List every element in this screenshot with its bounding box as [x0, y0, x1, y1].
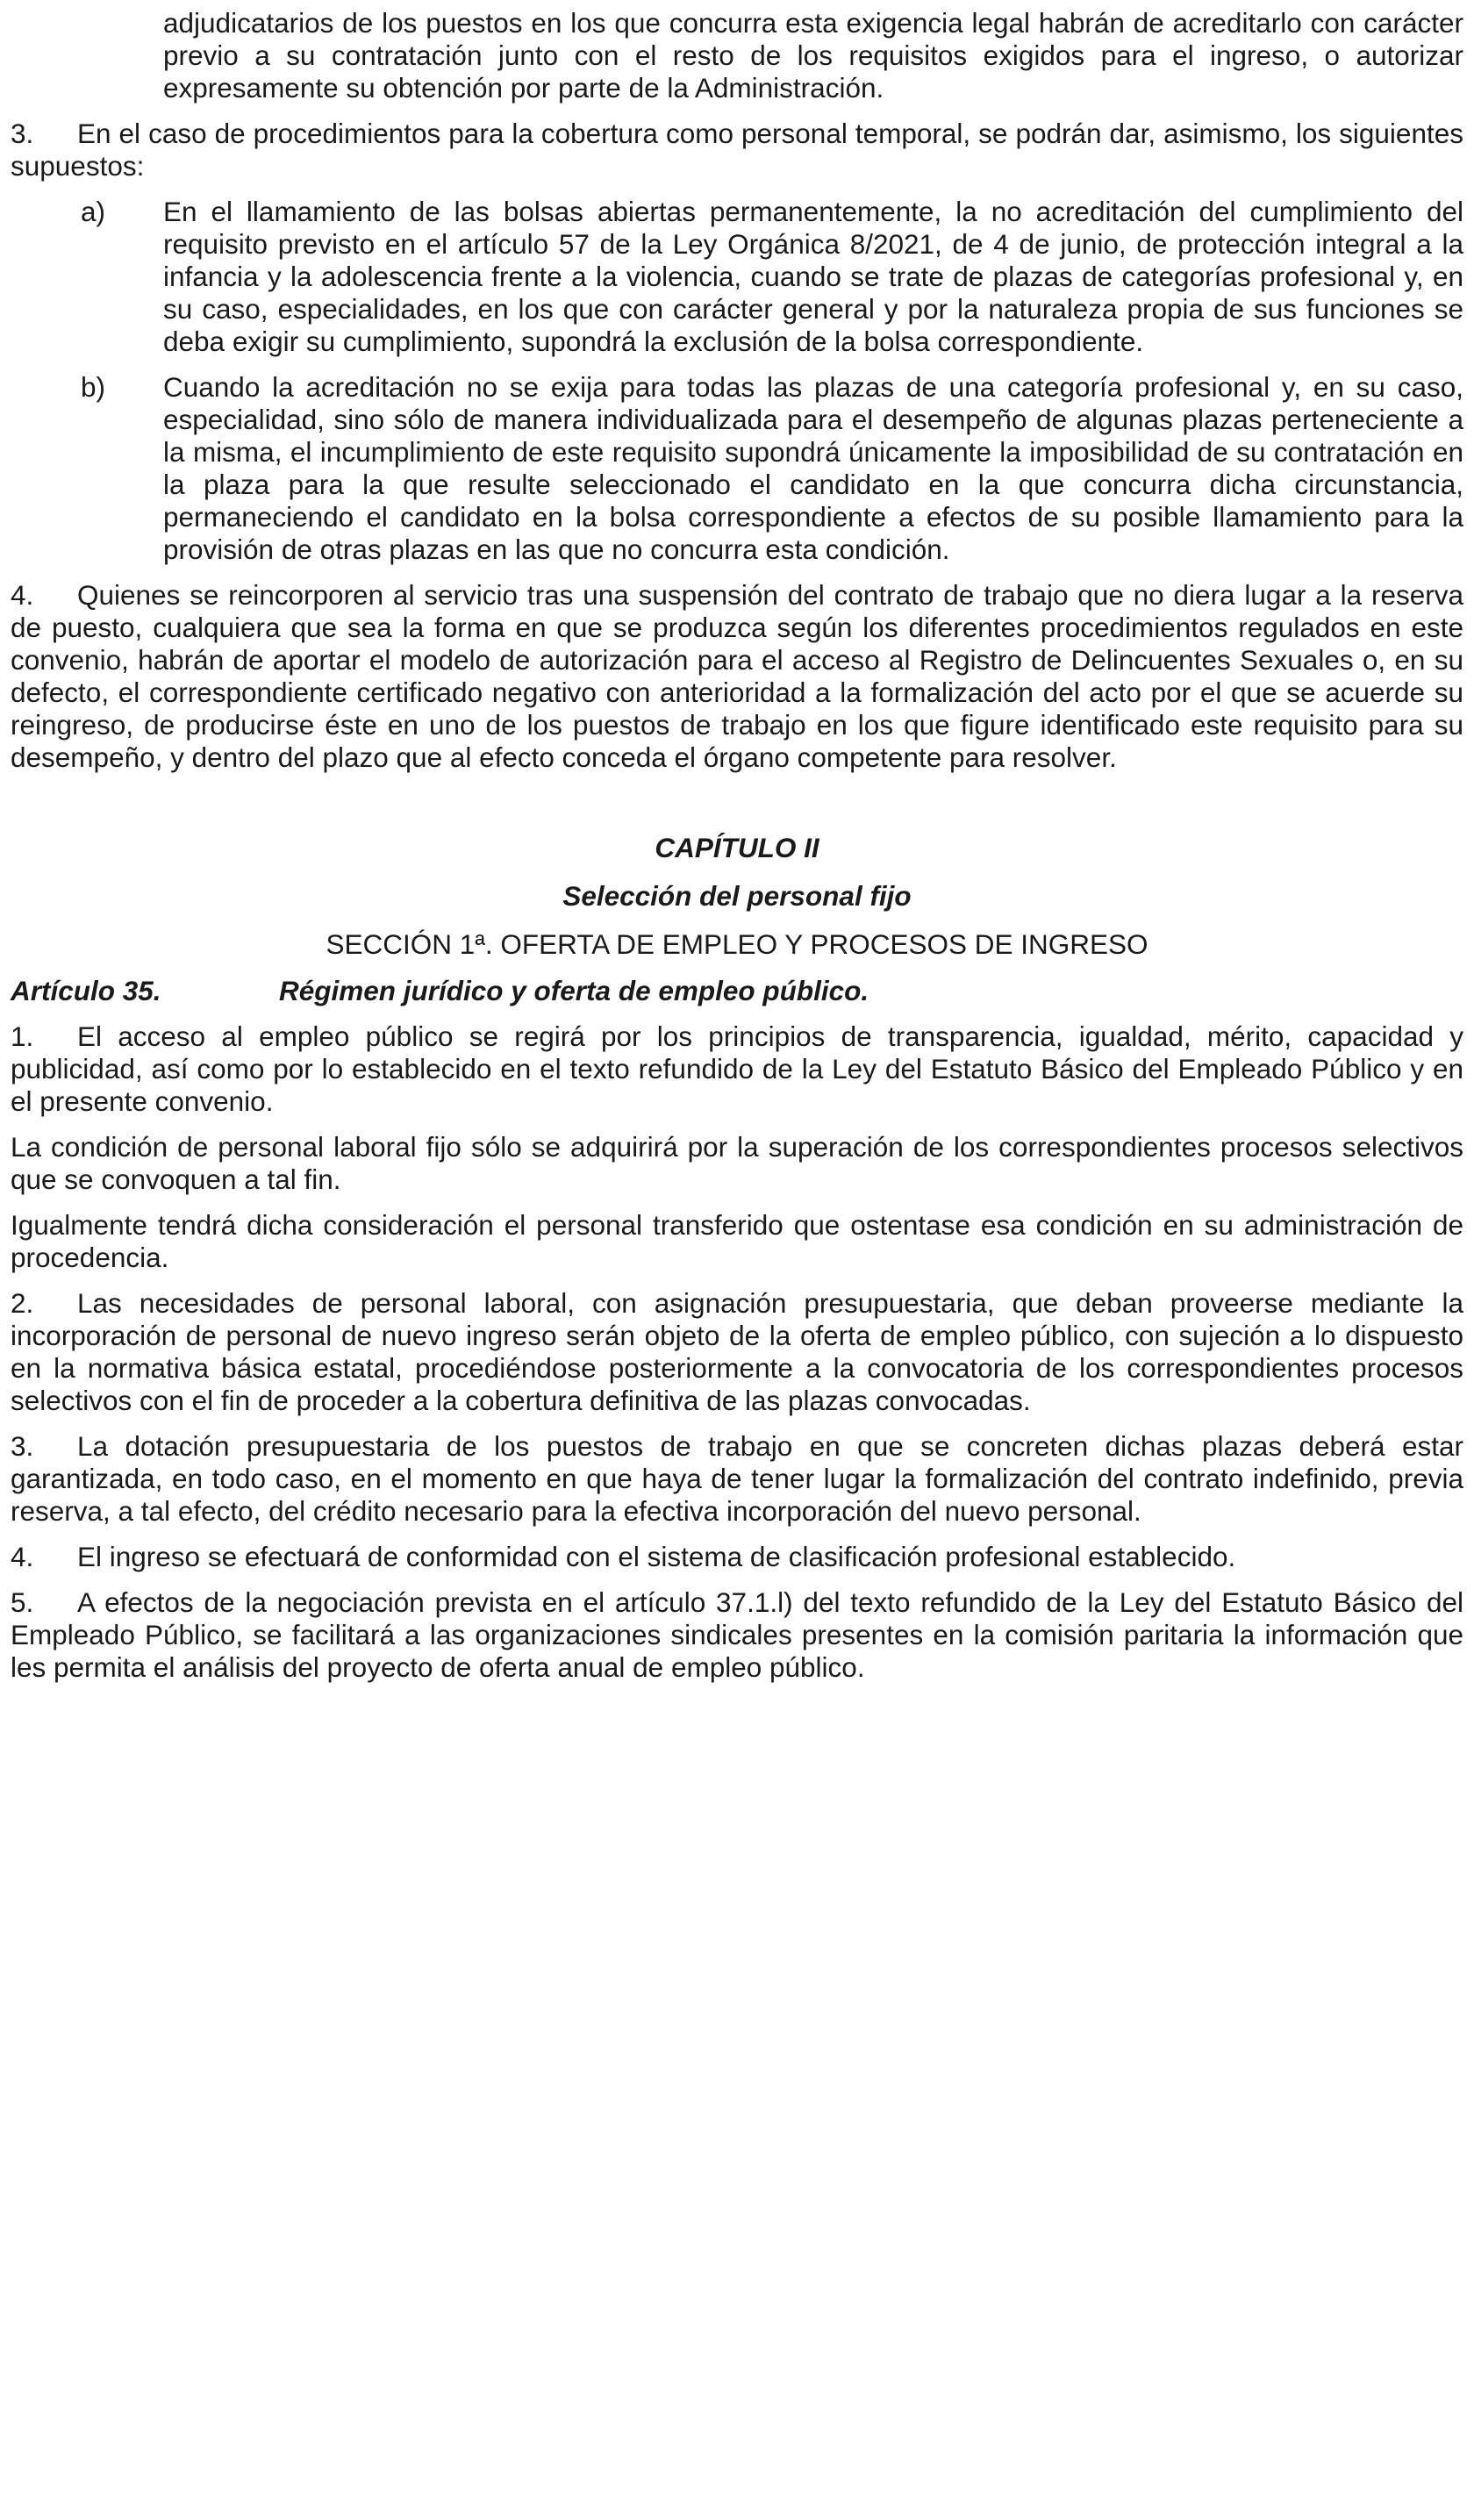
sub-item-label: a): [81, 196, 106, 227]
sub-item-b: [11, 371, 1463, 566]
paragraph-number: 3.: [11, 118, 34, 149]
article-paragraph-5: [11, 1586, 1463, 1684]
sub-item-label: b): [81, 371, 106, 403]
paragraph-number: 3.: [11, 1430, 34, 1462]
article-title: Régimen jurídico y oferta de empleo público.: [279, 975, 869, 1006]
paragraph-number: 1.: [11, 1020, 34, 1052]
article-paragraph-2: [11, 1287, 1463, 1417]
article-paragraph-4: [11, 1541, 1463, 1573]
article-number: Artículo 35.: [11, 975, 161, 1006]
paragraph-text: La dotación presupuestaria de los puestos de trabajo en que se concreten dichas plazas deberá estar garantizada, en todo caso, en el momento en que haya de tener lugar la formalización del contrato indefinido, previa reserva, a tal efecto, del crédito necesario para la efectiva incorporación del nuevo personal.: [11, 1430, 1463, 1527]
paragraph-text: El ingreso se efectuará de conformidad con el sistema de clasificación profesional establecido.: [77, 1541, 1236, 1572]
sub-item-a: [11, 196, 1463, 358]
continuation-paragraph: adjudicatarios de los puestos en los que concurra esta exigencia legal habrán de acreditarlo con carácter previo a su contratación junto con el resto de los requisitos exigidos para el ingreso, o autorizar expresamente su obtención por parte de la Administración.: [163, 7, 1463, 104]
paragraph-4: [11, 579, 1463, 774]
paragraph-number: 2.: [11, 1287, 34, 1319]
paragraph-number: 4.: [11, 579, 34, 611]
article-paragraph-1c: Igualmente tendrá dicha consideración el personal transferido que ostentase esa condición en su administración de procedencia.: [11, 1209, 1463, 1273]
paragraph-number: 5.: [11, 1586, 34, 1618]
sub-item-text: Cuando la acreditación no se exija para todas las plazas de una categoría profesional y, en su caso, especialidad, sino sólo de manera individualizada para el desempeño de algunas plazas perteneciente a la misma, el incumplimiento de este requisito supondrá únicamente la imposibilidad de su contratación en la plaza para la que resulte seleccionado el candidato en la que concurra dicha circunstancia, permaneciendo el candidato en la bolsa correspondiente a efectos de su posible llamamiento para la provisión de otras plazas en las que no concurra esta condición.: [163, 371, 1463, 565]
paragraph-text: Quienes se reincorporen al servicio tras una suspensión del contrato de trabajo que no diera lugar a la reserva de puesto, cualquiera que sea la forma en que se produzca según los diferentes procedimientos regulados en este convenio, habrán de aportar el modelo de autorización para el acceso al Registro de Delincuentes Sexuales o, en su defecto, el correspondiente certificado negativo con anterioridad a la formalización del acto por el que se acuerde su reingreso, de producirse éste en uno de los puestos de trabajo en los que figure identificado este requisito para su desempeño, y dentro del plazo que al efecto conceda el órgano competente para resolver.: [11, 579, 1463, 773]
sub-item-text: En el llamamiento de las bolsas abiertas permanentemente, la no acreditación del cumplimiento del requisito previsto en el artículo 57 de la Ley Orgánica 8/2021, de 4 de junio, de protección integral a la infancia y la adolescencia frente a la violencia, cuando se trate de plazas de categorías profesional y, en su caso, especialidades, en los que con carácter general y por la naturaleza propia de sus funciones se deba exigir su cumplimiento, supondrá la exclusión de la bolsa correspondiente.: [163, 196, 1463, 357]
paragraph-text: A efectos de la negociación prevista en el artículo 37.1.l) del texto refundido de la Ley del Estatuto Básico del Empleado Público, se facilitará a las organizaciones sindicales presentes en la comisión paritaria la información que les permita el análisis del proyecto de oferta anual de empleo público.: [11, 1586, 1463, 1683]
article-paragraph-3: [11, 1430, 1463, 1528]
article-heading: [11, 975, 1463, 1007]
chapter-subtitle: Selección del personal fijo: [562, 880, 912, 912]
document-page: [11, 7, 1463, 1697]
paragraph-number: 4.: [11, 1541, 34, 1572]
paragraph-text: Las necesidades de personal laboral, con asignación presupuestaria, que deban proveerse mediante la incorporación de personal de nuevo ingreso serán objeto de la oferta de empleo público, con sujeción a lo dispuesto en la normativa básica estatal, procediéndose posteriormente a la convocatoria de los correspondientes procesos selectivos con el fin de proceder a la cobertura definitiva de las plazas convocadas.: [11, 1287, 1463, 1416]
chapter-title: CAPÍTULO II: [655, 832, 819, 863]
section-title: SECCIÓN 1ª. OFERTA DE EMPLEO Y PROCESOS DE INGRESO: [326, 928, 1148, 960]
article-paragraph-1b: La condición de personal laboral fijo sólo se adquirirá por la superación de los correspondientes procesos selectivos que se convoquen a tal fin.: [11, 1131, 1463, 1195]
paragraph-text: El acceso al empleo público se regirá por los principios de transparencia, igualdad, mérito, capacidad y publicidad, así como por lo establecido en el texto refundido de la Ley del Estatuto Básico del Empleado Público y en el presente convenio.: [11, 1020, 1463, 1117]
article-paragraph-1: [11, 1020, 1463, 1118]
paragraph-text: En el caso de procedimientos para la cobertura como personal temporal, se podrán dar, asimismo, los siguientes supuestos:: [11, 118, 1463, 182]
paragraph-3: [11, 118, 1463, 183]
